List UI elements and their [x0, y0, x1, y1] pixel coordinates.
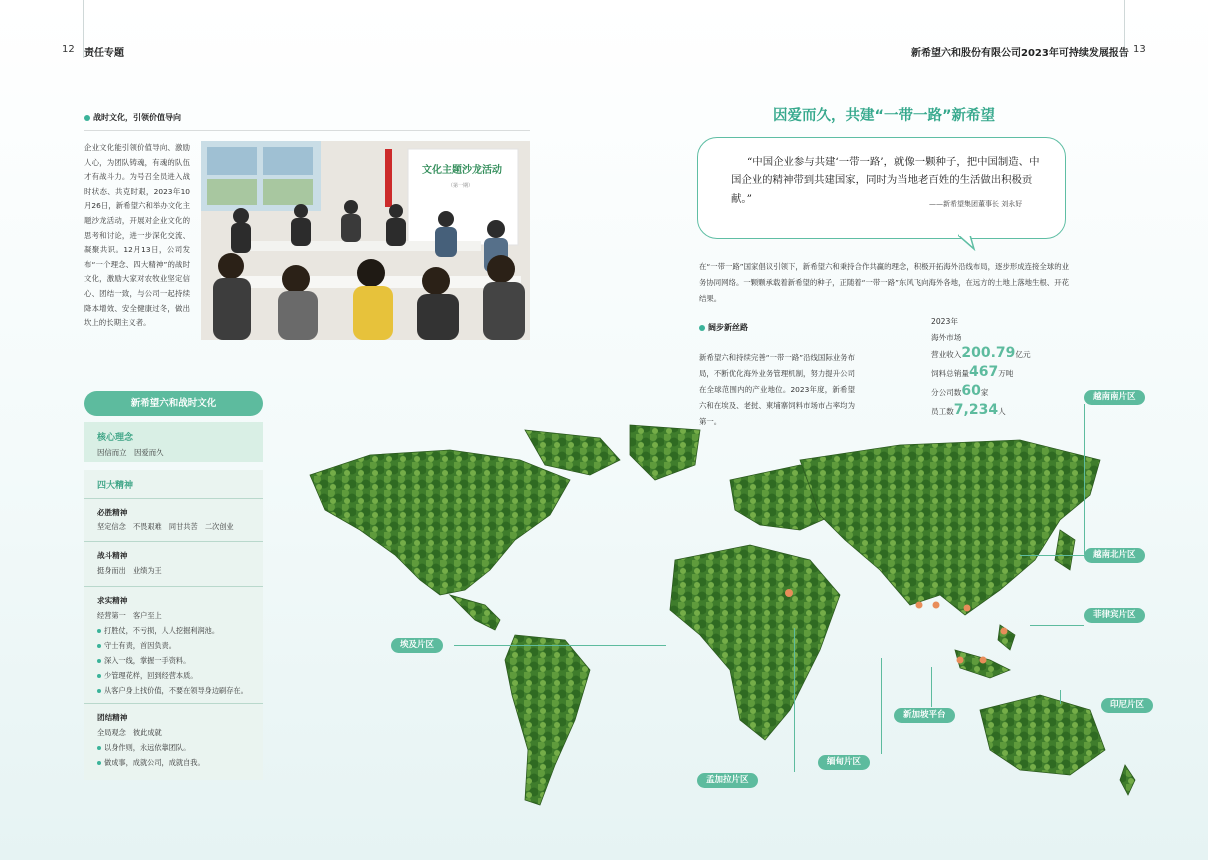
section-heading: 战时文化，引领价值导向 — [84, 112, 181, 123]
region-philippines: 菲律宾片区 — [1084, 608, 1145, 623]
page-number-left: 12 — [62, 44, 75, 55]
right-title: 因爱而久，共建“一带一路”新希望 — [773, 108, 996, 124]
leader-line — [1060, 690, 1061, 704]
region-north-vietnam: 越南北片区 — [1084, 548, 1145, 563]
banner-subtext: （第一期） — [448, 183, 474, 189]
section-title-left: 责任专题 — [84, 48, 124, 59]
body-paragraph: 在“一带一路”国家倡议引领下，新希望六和秉持合作共赢的理念，积极开拓海外沿线布局，逐步形成连接全球的业务协同网络。一颗颗承载着新希望的种子，正随着“一带一路”东风飞向海外各地，在远方的土地上落地生根、开花结果。 — [699, 262, 1069, 303]
bullet-dot-icon — [97, 689, 101, 693]
bullet-dot-icon — [97, 629, 101, 633]
region-myanmar: 缅甸片区 — [818, 755, 870, 770]
bullet-dot-icon — [84, 115, 90, 121]
leader-line — [794, 628, 795, 772]
leader-line — [1020, 555, 1084, 556]
list-item: 打胜仗，不亏损，人人挖掘利润池。 — [97, 626, 219, 636]
bullet-dot-icon — [699, 325, 705, 331]
spirit-line: 经营第一 客户至上 — [97, 611, 162, 620]
bullet-dot-icon — [97, 644, 101, 648]
bullet-dot-icon — [97, 674, 101, 678]
list-item: 守士有责，首因负责。 — [97, 641, 176, 651]
stats-market: 海外市场 — [931, 333, 962, 342]
bullet-dot-icon — [97, 746, 101, 750]
leader-line — [1084, 404, 1085, 554]
region-singapore: 新加坡平台 — [894, 708, 955, 723]
core-concept-box — [84, 422, 263, 462]
quote-text: “中国企业参与共建‘一带一路’，就像一颗种子，把中国制造、中国企业的精神带到共建国家，同时为当地老百姓的生活做出积极贡献。” — [731, 156, 1040, 205]
region-bangladesh: 孟加拉片区 — [697, 773, 758, 788]
bullet-dot-icon — [97, 659, 101, 663]
list-item: 做成事，成就公司，成就自我。 — [97, 758, 205, 768]
divider — [84, 498, 263, 499]
divider — [84, 541, 263, 542]
leader-line — [454, 645, 666, 646]
region-south-vietnam: 越南南片区 — [1084, 390, 1145, 405]
list-item: 以身作则，永远依靠团队。 — [97, 743, 190, 753]
spirit-line: 全局观念 彼此成就 — [97, 728, 162, 737]
spirit-title: 必胜精神 — [97, 508, 128, 517]
divider — [84, 703, 263, 704]
list-item: 深入一线，掌握一手资料。 — [97, 656, 190, 666]
spirits-title: 四大精神 — [97, 481, 134, 491]
spirit-line: 坚定信念 不畏艰难 同甘共苦 二次创业 — [97, 522, 234, 531]
salon-photo — [201, 141, 530, 340]
spirit-title: 团结精神 — [97, 713, 128, 722]
banner-text: 文化主题沙龙活动 — [422, 165, 502, 176]
core-concept-title: 核心理念 — [97, 433, 134, 443]
body-paragraph: 新希望六和持续完善“一带一路”沿线国际业务布局，不断优化海外业务管理机制，努力提升公司在全球范围内的产业地位。2023年度，新希望六和在埃及、老挝、柬埔寨饲料市场市占率均为第一。 — [699, 353, 855, 426]
report-title: 新希望六和股份有限公司2023年可持续发展报告 — [911, 48, 1129, 59]
culture-tab: 新希望六和战时文化 — [84, 391, 263, 416]
bullet-dot-icon — [97, 761, 101, 765]
region-egypt: 埃及片区 — [391, 638, 443, 653]
spirit-line: 挺身而出 业绩为王 — [97, 566, 162, 575]
divider — [84, 586, 263, 587]
spirit-title: 求实精神 — [97, 596, 128, 605]
spirits-box — [84, 470, 263, 780]
quote-author: ——新希望集团董事长 刘永好 — [929, 200, 1023, 208]
list-item: 少管理花样，回到经营本质。 — [97, 671, 197, 681]
leader-line — [931, 667, 932, 707]
leader-line — [1030, 625, 1084, 626]
list-item: 从客户身上找价值，不要在领导身边刷存在。 — [97, 686, 248, 696]
leader-line — [881, 658, 882, 754]
region-indonesia: 印尼片区 — [1101, 698, 1153, 713]
page-number-right: 13 — [1133, 44, 1146, 55]
divider — [84, 130, 530, 131]
core-concept-text: 因信而立 因爱而久 — [97, 448, 164, 457]
stat-branches: 分公司数60家 — [931, 383, 989, 399]
speech-tail-icon — [958, 229, 992, 251]
stats-year: 2023年 — [931, 317, 958, 326]
section-heading: 阔步新丝路 — [699, 322, 748, 333]
spirit-title: 战斗精神 — [97, 551, 128, 560]
stat-feed: 饲料总销量467万吨 — [931, 364, 1014, 380]
body-paragraph: 企业文化能引领价值导向、激励人心，为团队铸魂，有魂的队伍才有战斗力。为号召全员进入战时状态、共克时艰，2023年10月26日，新希望六和举办文化主题沙龙活动，开展对企业文化的思考和讨论，进一步深化交流、凝聚共识。12月13日，公司发布“一个理念、四大精神”的战时文化，激励大家对农牧业坚定信心、团结一致，与公司一起持续降本增效、安全健康过冬，做出坎上的长期主义者。 — [84, 143, 190, 328]
stat-revenue: 营业收入200.79亿元 — [931, 345, 1031, 361]
stat-staff: 员工数7,234人 — [931, 402, 1006, 418]
